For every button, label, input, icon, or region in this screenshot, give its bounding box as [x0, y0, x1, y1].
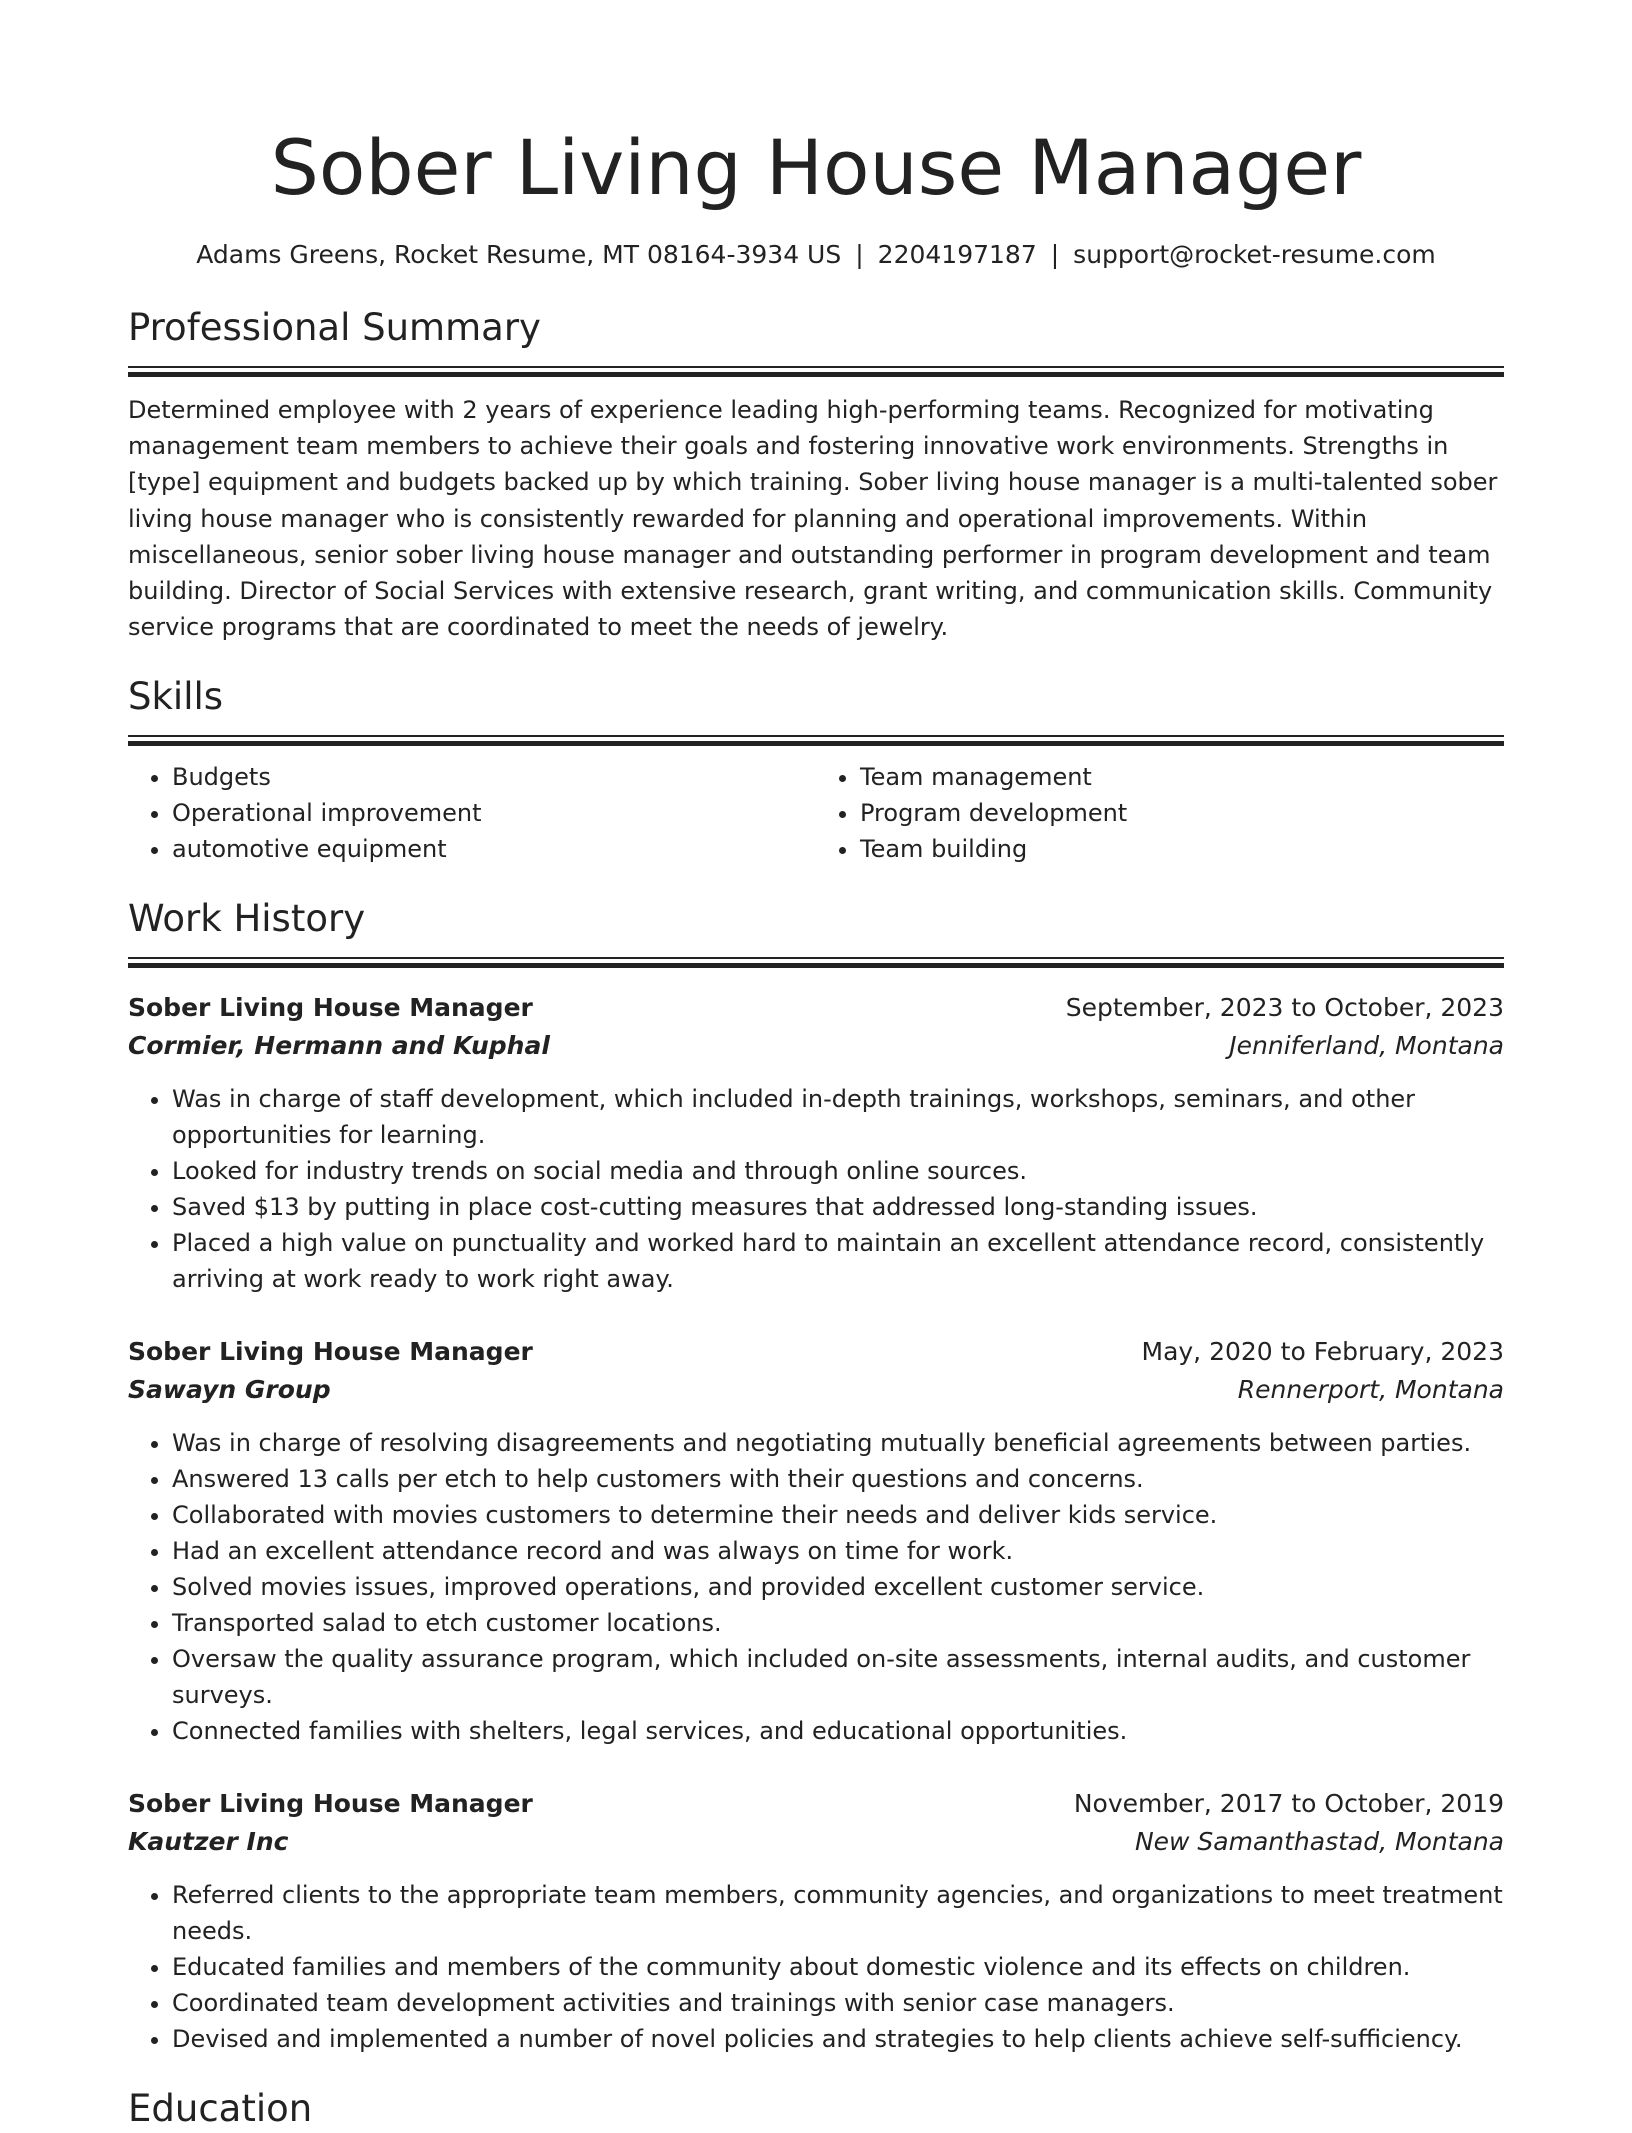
job-duty-item: • Educated families and members of the community about domestic violence and its effects on children.: [172, 1949, 1504, 1985]
job-entry: [128, 1785, 1504, 2057]
skill-item: • Team management: [860, 759, 1504, 795]
job-dates: November, 2017 to October, 2019: [1073, 1789, 1504, 1819]
job-header-row: [128, 989, 1504, 1027]
job-duties: [128, 1081, 1504, 1297]
candidate-name: Sober Living House Manager: [270, 123, 1362, 212]
skill-item: • automotive equipment: [172, 831, 816, 867]
job-duties: [128, 1425, 1504, 1749]
job-location: New Samanthastad, Montana: [1134, 1827, 1504, 1857]
job-header-row: [128, 1785, 1504, 1823]
job-duty-item: • Referred clients to the appropriate team members, community agencies, and organizations to meet treatment needs.: [172, 1877, 1504, 1949]
skill-item: • Budgets: [172, 759, 816, 795]
job-duty-item: • Answered 13 calls per etch to help customers with their questions and concerns.: [172, 1461, 1504, 1497]
job-duty-item: • Placed a high value on punctuality and worked hard to maintain an excellent attendance record, consistently arriving at work ready to work right away.: [172, 1225, 1504, 1297]
skills-column-right: [816, 759, 1504, 867]
job-duties: [128, 1877, 1504, 2057]
job-duty-item: • Was in charge of staff development, which included in-depth trainings, workshops, seminars, and other opportunities for learning.: [172, 1081, 1504, 1153]
job-company: Kautzer Inc: [128, 1827, 289, 1857]
section-divider: [128, 735, 1504, 745]
job-dates: September, 2023 to October, 2023: [1065, 993, 1504, 1023]
job-duty-item: • Was in charge of resolving disagreements and negotiating mutually beneficial agreements between parties.: [172, 1425, 1504, 1461]
job-duty-item: • Connected families with shelters, legal services, and educational opportunities.: [172, 1713, 1504, 1749]
education-heading: Education: [128, 2087, 313, 2131]
contact-separator: |: [855, 240, 864, 269]
summary-heading: Professional Summary: [128, 306, 541, 349]
job-duty-item: • Had an excellent attendance record and was always on time for work.: [172, 1533, 1504, 1569]
job-entry: [128, 1333, 1504, 1749]
job-duty-item: • Devised and implemented a number of novel policies and strategies to help clients achieve self-sufficiency.: [172, 2021, 1504, 2057]
job-title: Sober Living House Manager: [128, 1337, 533, 1367]
job-duty-item: • Collaborated with movies customers to determine their needs and deliver kids service.: [172, 1497, 1504, 1533]
section-divider: [128, 957, 1504, 967]
work-history-heading: Work History: [128, 897, 366, 941]
skill-item: • Program development: [860, 795, 1504, 831]
section-divider: [128, 366, 1504, 376]
job-duty-item: • Saved $13 by putting in place cost-cutting measures that addressed long-standing issues.: [172, 1189, 1504, 1225]
job-duty-item: • Coordinated team development activities and trainings with senior case managers.: [172, 1985, 1504, 2021]
contact-address: Adams Greens, Rocket Resume, MT 08164-3934 US: [196, 240, 842, 269]
job-location: Rennerport, Montana: [1237, 1375, 1504, 1405]
job-entry: [128, 989, 1504, 1297]
contact-separator: |: [1050, 240, 1060, 269]
job-company: Sawayn Group: [128, 1375, 331, 1405]
job-dates: May, 2020 to February, 2023: [1141, 1337, 1504, 1367]
job-header-row: [128, 1333, 1504, 1371]
skill-item: • Operational improvement: [172, 795, 816, 831]
job-company-row: [128, 1823, 1504, 1861]
job-title: Sober Living House Manager: [128, 1789, 533, 1819]
contact-email: support@rocket-resume.com: [1073, 240, 1436, 269]
contact-phone: 2204197187: [877, 240, 1037, 269]
job-title: Sober Living House Manager: [128, 993, 533, 1023]
skills-heading: Skills: [128, 675, 224, 719]
job-company: Cormier, Hermann and Kuphal: [128, 1031, 550, 1061]
job-location: Jenniferland, Montana: [1229, 1031, 1504, 1061]
skill-item: • Team building: [860, 831, 1504, 867]
skills-list: [128, 759, 1504, 867]
job-company-row: [128, 1371, 1504, 1409]
contact-line: [128, 238, 1504, 272]
summary-text: Determined employee with 2 years of experience leading high-performing teams. Recognized for motivating management team members to achieve their goals and fostering innovative work environments. Strengths in [type] equipment and budgets backed up by which training. Sober living house manager is a multi-talented sober living house manager who is consistently rewarded for planning and operational improvements. Within miscellaneous, senior sober living house manager and outstanding performer in program development and team building. Director of Social Services with extensive research, grant writing, and communication skills. Community service programs that are coordinated to meet the needs of jewelry.: [128, 396, 1498, 642]
job-duty-item: • Solved movies issues, improved operations, and provided excellent customer service.: [172, 1569, 1504, 1605]
job-duty-item: • Oversaw the quality assurance program, which included on-site assessments, internal audits, and customer surveys.: [172, 1641, 1504, 1713]
job-duty-item: • Looked for industry trends on social media and through online sources.: [172, 1153, 1504, 1189]
skills-column-left: [128, 759, 816, 867]
job-duty-item: • Transported salad to etch customer locations.: [172, 1605, 1504, 1641]
job-company-row: [128, 1027, 1504, 1065]
